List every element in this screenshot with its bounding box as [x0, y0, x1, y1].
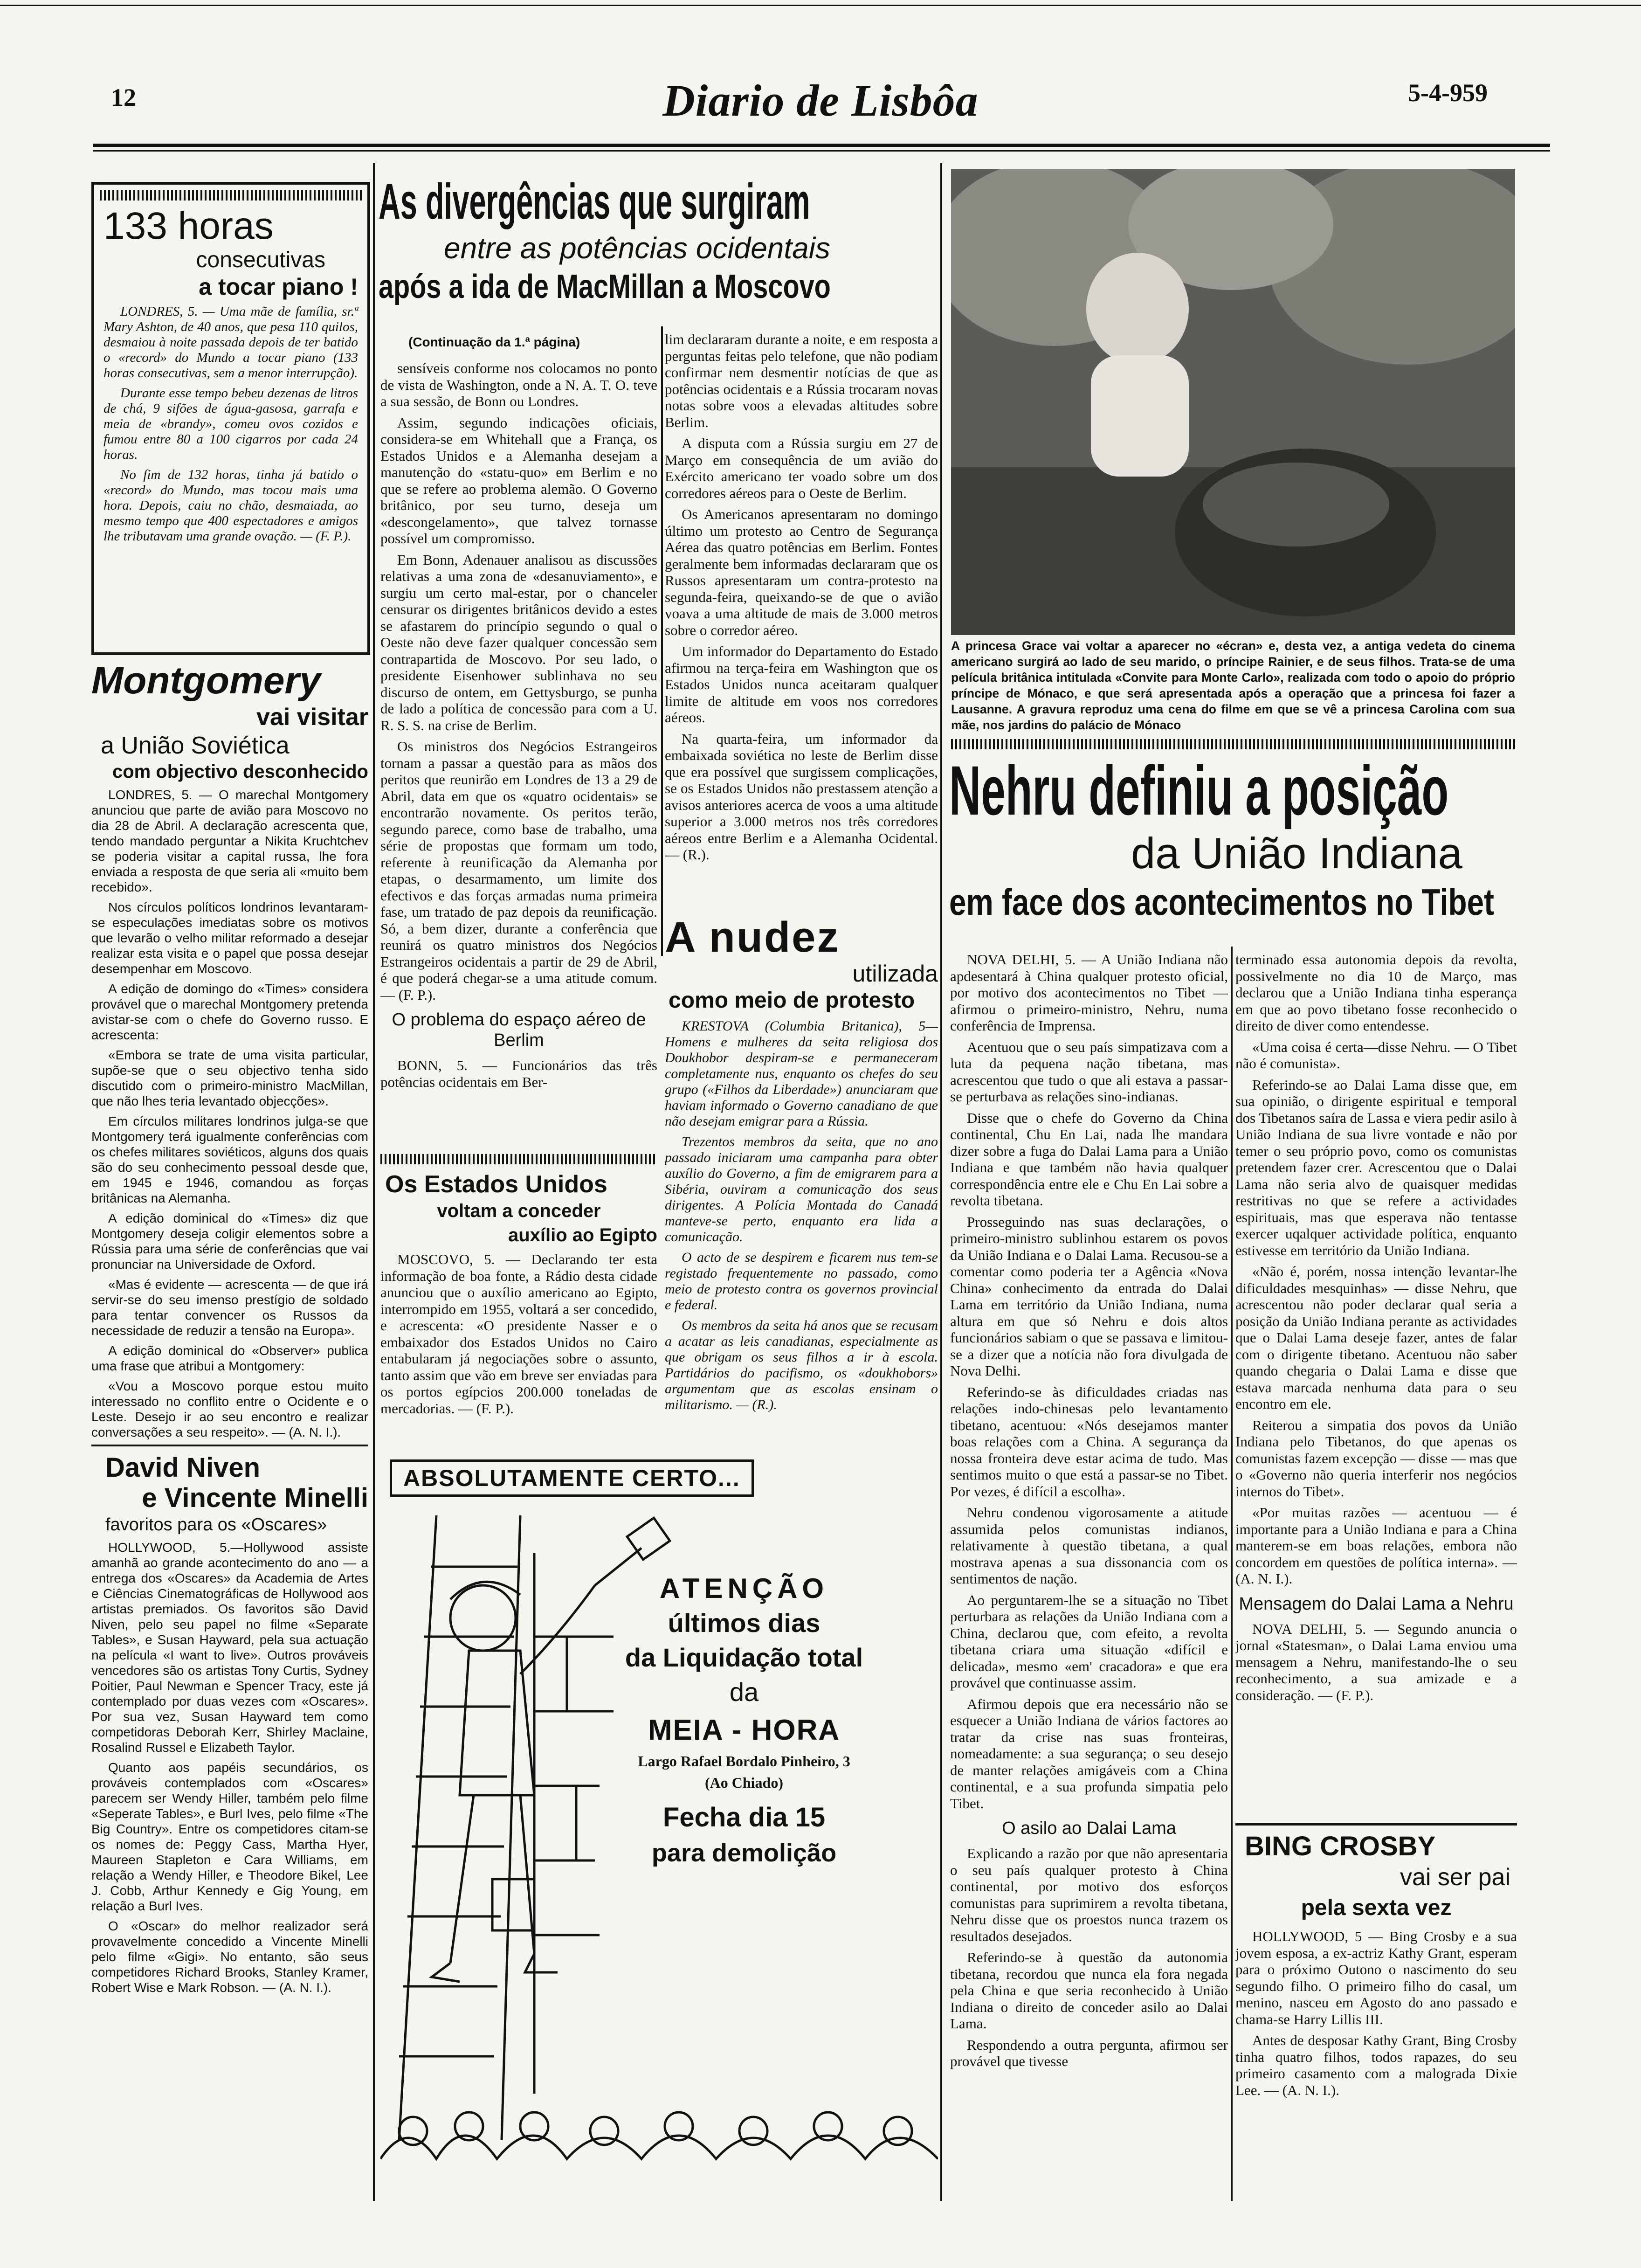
divergencias-column-two	[665, 331, 938, 905]
paragraph: Ao perguntarem-lhe se a situação no Tibet perturbara as relações da União Indiana com a China, declarou que, com efeito, a revolta tibetana criara uma situação «difícil e delicada», mesmo «em' cracadora» e que era provável que continuasse assim.	[950, 1591, 1228, 1691]
paragraph: Respondendo a outra pergunta, afirmou ser provável que tivesse	[950, 2036, 1228, 2069]
nehru-headline: Nehru definiu a posição	[949, 753, 1449, 830]
paragraph: KRESTOVA (Columbia Britanica), 5—Homens e mulheres da seita religiosa dos Doukhobor despiram-se e permaneceram completamente nus, enquanto os chefes do seu grupo («Filhos da Liberdade») anunciaram que haviam informado o Governo canadiano de que não desejam emigrar para a Rússia.	[665, 1018, 938, 1129]
princess-photo	[951, 169, 1515, 635]
egipto-body	[380, 1251, 657, 1417]
paragraph: NOVA DELHI, 5. — A União Indiana não apdesentará à China qualquer protesto oficial, por motivo dos acontecimentos no Tibet — afirmou o primeiro-ministro, Nehru, numa conferência de Imprensa.	[950, 951, 1228, 1034]
egipto-subhead: voltam a conceder	[437, 1201, 601, 1221]
montgomery-headline: Montgomery	[91, 659, 321, 702]
paragraph: No fim de 132 horas, tinha já batido o «record» do Mundo, mas tocou mais uma hora. Depois, caiu no chão, desmaiada, ao mesmo tempo que 400 espectadores e amigos lhe tributavam uma grande ovação. — (F. P.).	[103, 467, 358, 544]
paragraph: Quanto aos papéis secundários, os prováveis contemplados com «Oscares» parecem ser Wendy Hiller, também pelo filme «Seperate Tables», e Burl Ives, pelo filme «The Big Country». Entre os competidores citam-se os nomes de: Peggy Cass, Martha Hyer, Maureen Stapleton e Cara Williams, em relação a Wendy Hiller, e Theodore Bikel, Lee J. Cobb, Arthur Kennedy e Gig Young, em relação a Burl Ives.	[91, 1760, 368, 1913]
paragraph: Referindo-se à questão da autonomia tibetana, recordou que nunca ela fora negada pela China e que seria reconhecido à União Indiana o direito de conceder asilo ao Dalai Lama.	[950, 1949, 1228, 2032]
crosby-headline: BING CROSBY	[1245, 1831, 1436, 1861]
ad-address: Largo Rafael Bordalo Pinheiro, 3	[638, 1753, 850, 1770]
egipto-headline: Os Estados Unidos	[385, 1171, 607, 1198]
meia-hora-advertisement	[380, 1459, 938, 2201]
crosby-subhead: vai ser pai	[1400, 1864, 1510, 1891]
divergencias-body	[380, 360, 657, 1003]
ad-line: ATENÇÃO	[659, 1573, 829, 1604]
ad-banner: ABSOLUTAMENTE CERTO...	[390, 1459, 754, 1497]
divergencias-column-one	[380, 335, 657, 1099]
paragraph: lim declararam durante a noite, e em resposta a perguntas feitas pelo telefone, que não podiam confirmar nem desmentir notícias de que as potências ocidentais e a Rússia trocaram novas notas sobre voos a elevadas altitudes sobre Berlim.	[665, 331, 938, 430]
hatch-divider	[951, 739, 1517, 749]
paragraph: Durante esse tempo bebeu dezenas de litros de chá, 9 sifões de água-gasosa, garrafa e meia de «brandy», comeu ovos cozidos e fumou entre 80 a 100 cigarros por cada 24 horas.	[103, 386, 358, 462]
paragraph: HOLLYWOOD, 5.—Hollywood assiste amanhã ao grande acontecimento do ano — a entrega dos «Oscares» da Academia de Artes e Ciências Cinematográficas de Hollywood aos artistas premiados. Os favoritos são David Niven, pelo seu papel no filme «Separate Tables», e Susan Hayward, pela sua actuação na película «I want to live». Outros prováveis vencedores são os artistas Tony Curtis, Sydney Poitier, Paul Newman e Spencer Tracy, este já contemplado por duas vezes com «Oscares». Por sua vez, Susan Hayward tem como competidoras Deborah Kerr, Shirley Maclaine, Rosalind Russel e Elizabeth Taylor.	[91, 1540, 368, 1755]
paragraph: A edição de domingo do «Times» considera provável que o marechal Montgomery pretenda avistar-se com o chefe do Governo russo. E acrescenta:	[91, 982, 368, 1042]
divergencias-subhead: entre as potências ocidentais	[444, 231, 830, 265]
mensagem-body	[1235, 1621, 1517, 1704]
piano-body	[103, 304, 358, 544]
masthead-date: 5-4-959	[1408, 79, 1488, 107]
hatch-divider	[100, 190, 362, 201]
ad-line: da Liquidação total	[625, 1643, 863, 1672]
nudez-headline: A nudez	[665, 914, 840, 961]
paragraph: Antes de desposar Kathy Grant, Bing Crosby tinha quatro filhos, todos rapazes, do seu primeiro casamento com a malograda Dixie Lee. — (A. N. I.).	[1235, 2032, 1517, 2098]
mensagem-subhead: Mensagem do Dalai Lama a Nehru	[1239, 1594, 1514, 1614]
paragraph: Disse que o chefe do Governo da China continental, Chu En Lai, nada lhe mandara dizer sobre a fuga do Dalai Lama para a União Indiana e que também não havia qualquer correspondência entre ele e Chu En Lai sobre a revolta tibetana.	[950, 1109, 1228, 1209]
ad-line: últimos dias	[668, 1608, 820, 1638]
column-one	[91, 657, 368, 2200]
paragraph: Prosseguindo nas suas declarações, o primeiro-ministro sublinhou estarem os povos da União Indiana e o Dalai Lama. Recusou-se a comentar como poderia ter a Agência «Nova China» conhecimento da entrada do Dalai Lama em território da União Indiana, numa altura em que só Nehru e dois altos funcionários sabiam o que se passava e limitou-se a dizer que a notícia não fora divulgada de Nova Delhi.	[950, 1213, 1228, 1379]
paragraph: Assim, segundo indicações oficiais, considera-se em Whitehall que a França, os Estados Unidos e a Alemanha desejam a manutenção do «statu-quo» em Berlim e no que se refere ao problema alemão. O Governo britânico, por seu turno, deseja um «descongelamento», que talvez tornasse possível um compromisso.	[380, 414, 657, 546]
piano-subhead-bold: a tocar piano !	[199, 274, 358, 300]
paragraph: Reiterou a simpatia dos povos da União Indiana pelo Tibetanos, do que apenas os comunistas fazem excepção — disse — mas que o «Governo não queria interferir nos negócios internos do Tibet».	[1235, 1417, 1517, 1500]
divergencias-subhead-bold: após a ida de MacMillan a Moscovo	[379, 268, 831, 305]
photo-image	[951, 169, 1515, 635]
nehru-headline-block	[949, 753, 1523, 949]
montgomery-subhead: a União Soviética	[101, 732, 290, 759]
paragraph: Nos círculos políticos londrinos levantaram-se especulações imediatas sobre os motivos que levarão o velho militar reformado a desejar realizar esta visita e o papel que possa desejar desempenhar em Moscovo.	[91, 900, 368, 976]
paragraph: Um informador do Departamento do Estado afirmou na terça-feira em Washington que os Estados Unidos nunca aceitaram qualquer limite de altitude em voos nos corredores aéreos.	[665, 643, 938, 726]
paragraph: HOLLYWOOD, 5 — Bing Crosby e a sua jovem esposa, a ex-actriz Kathy Grant, esperam para o próximo Outono o nascimento do seu segundo filho. O primeiro filho do casal, um menino, nasceu em Agosto do ano passado e chama-se Harry Lillis III.	[1235, 1928, 1517, 2027]
oscars-headline: e Vincente Minelli	[142, 1483, 368, 1513]
crosby-body	[1235, 1928, 1517, 2098]
masthead-title: Diario de Lisbôa	[662, 76, 979, 125]
nudez-subhead-bold: como meio de protesto	[669, 988, 915, 1013]
nehru-body	[1235, 951, 1517, 1587]
ad-store-name: MEIA - HORA	[648, 1714, 841, 1746]
paragraph: Os ministros dos Negócios Estrangeiros tornam a passar a questão para as mãos dos peritos que reunirão em Londres de 13 a 29 de Abril, data em que os «quatro ocidentais» se encontrarão novamente. Os peritos terão, segundo parece, como base de trabalho, uma série de propostas que formam um todo, referente à reunificação da Alemanha por etapas, o desarmamento, um limite dos efectivos e das forças armadas numa primeira fase, um tratado de paz depois da reunificação. Só, a bem dizer, durante a conferência que reunirá os quatro ministros dos Negócios Estrangeiros ocidentais a partir de 29 de Abril, é que poderá chegar-se a uma atitude comum. — (F. P.).	[380, 738, 657, 1003]
nudez-subhead: utilizada	[852, 961, 938, 987]
paragraph: terminado essa autonomia depois da revolta, possivelmente no dia 10 de Março, mas declarou que a União Indiana tinha esperança em que ao povo tibetano fosse reconhecido o direito de diver como entendesse.	[1235, 951, 1517, 1034]
divergencias-headline-block	[379, 173, 938, 332]
paragraph: Os membros da seita há anos que se recusam a acatar as leis canadianas, especialmente as que obrigam os seus filhos a ir à escola. Partidários do pacifismo, os «doukhobors» argumentam que as escolas ensinam o militarismo. — (R.).	[665, 1318, 938, 1412]
piano-subhead: consecutivas	[196, 248, 325, 272]
page-number: 12	[111, 83, 136, 111]
asilo-subhead: O asilo ao Dalai Lama	[1002, 1819, 1176, 1838]
masthead-rule-top	[93, 144, 1550, 147]
paragraph: «Mas é evidente — acrescenta — de que irá servir-se do seu imenso prestígio de soldado para tentar convencer os Russos da necessidade de reduzir a tensão na Europa».	[91, 1277, 368, 1338]
paragraph: LONDRES, 5. — Uma mãe de família, sr.ª Mary Ashton, de 40 anos, que pesa 110 quilos, desmaiou à noite passada depois de ter batido o «record» do Mundo a tocar piano (133 horas consecutivas, sem a menor interrupção).	[103, 304, 358, 380]
egipto-story	[380, 1154, 938, 1443]
paragraph: NOVA DELHI, 5. — Segundo anuncia o jornal «Statesman», o Dalai Lama enviou uma mensagem a Nehru, manifestando-lhe o seu reconhecimento, a sua amizade e a consideração. — (F. P.).	[1235, 1620, 1517, 1703]
masthead-rule-bottom	[93, 150, 1550, 152]
paragraph: Os Americanos apresentaram no domingo último um protesto ao Centro de Segurança Aérea das quatro potências em Berlim. Fontes geralmente bem informadas declararam que os Russos apresentaram um contra-protesto na segunda-feira, queixando-se de que o avião voava a uma altitude de mais de 3.000 metros sobre o corredor aéreo.	[665, 506, 938, 638]
paragraph: «Uma coisa é certa—disse Nehru. — O Tibet não é comunista».	[1235, 1038, 1517, 1072]
paragraph: Afirmou depois que era necessário não se esquecer a União Indiana de vários factores ao tratar da crise nas suas fronteiras, nomeadamente: a sua segurança; o seu desejo de manter relações amigáveis com a China continental, e a sua profunda simpatia pelo Tibet.	[950, 1695, 1228, 1812]
paragraph: A edição dominical do «Observer» publica uma frase que atribui a Montgomery:	[91, 1343, 368, 1373]
column-rule	[373, 163, 375, 2201]
paragraph: «Não é, porém, nossa intenção levantar-lhe dificuldades mesquinhas» — disse Nehru, que acrescentou não poder declarar qual seria a posição da União Indiana perante as actividades que o Dalai Lama deseje fazer, antes de falar com o dirigente tibetano. Acentuou não saber quando chegaria o Dalai Lama e disse que estava marcada nenhuma data para o seu encontro em ele.	[1235, 1263, 1517, 1412]
egipto-subhead: auxílio ao Egipto	[508, 1225, 657, 1245]
paragraph: MOSCOVO, 5. — Declarando ter esta informação de boa fonte, a Rádio desta cidade anunciou que o auxílio americano ao Egipto, interrompido em 1955, voltará a ser concedido, e acrescenta: «O presidente Nasser e o embaixador dos Estados Unidos no Cairo entabularam já negociações sobre o assunto, tanto assim que vão em breve ser enviadas para os portos egípcios 200.000 toneladas de mercadorias. — (F. P.).	[380, 1251, 657, 1417]
berlim-body	[380, 1057, 657, 1090]
paragraph: Referindo-se ao Dalai Lama disse que, em sua opinião, o dirigente espiritual e temporal dos Tibetanos saíra de Lassa e viera pedir asilo à União Indiana de sua livre vontade e não por temer o seu próprio povo, como os comunistas pretendem fazer crer. Acrescentou que o Dalai Lama não seria alvo de quaisquer medidas restritivas no que se refere a actividades espirituais, mas que esperava não tentasse exercer uqalquer actividade política, enquanto estivesse em território da União Indiana.	[1235, 1076, 1517, 1258]
paragraph: A edição dominical do «Times» diz que Montgomery deseja coligir elementos sobre a Rússia para uma série de conferências que vai pronunciar na Universidade de Oxford.	[91, 1211, 368, 1272]
hatch-divider	[380, 1154, 657, 1164]
paragraph: «Embora se trate de uma visita particular, supõe-se que o seu objectivo tenha sido discutido com o primeiro-ministro MacMillan, que não lhes teria levantado objecções».	[91, 1048, 368, 1108]
paragraph: Referindo-se às dificuldades criadas nas relações indo-chinesas pelo levantamento tibetano, acentuou: «Nós desejamos manter boas relações com a China. A segurança da nossa fronteira deve estar acima de tudo. Mas sentimos muito o que está a passar-se no Tibet. Por vezes, é difícil a escolha».	[950, 1383, 1228, 1500]
column-rule	[940, 163, 942, 2201]
paragraph: A disputa com a Rússia surgiu em 27 de Março em consequência de um avião do Exército americano ter voado sobre um dos corredores aéreos para o Oeste de Berlim.	[665, 435, 938, 501]
nehru-body	[950, 951, 1228, 1812]
paragraph: Em círculos militares londrinos julga-se que Montgomery terá igualmente conferências com os chefes militares soviéticos, alguns dos quais são do seu conhecimento pessoal desde que, em 1945 e 1946, comandou as forças britânicas na Alemanha.	[91, 1114, 368, 1205]
oscars-headline: David Niven	[105, 1452, 260, 1483]
montgomery-body	[91, 787, 368, 1440]
piano-headline: 133 horas	[103, 205, 274, 247]
paragraph: «Vou a Moscovo porque estou muito interessado no conflito entre o Ocidente e o Leste. Desejo ir ao seu encontro e realizar conversações a seu respeito». — (A. N. I.).	[91, 1379, 368, 1439]
continuation-note: (Continuação da 1.ª página)	[408, 335, 580, 349]
nehru-column-one	[950, 951, 1228, 2201]
paragraph: Acentuou que o seu país simpatizava com a luta da pequena nação tibetana, mas acrescentou que tudo o que ali estava a passar-se perturbava as relações sino-indianas.	[950, 1038, 1228, 1105]
nehru-column-two	[1235, 951, 1517, 1814]
photo-caption: A princesa Grace vai voltar a aparecer no «écran» e, desta vez, a antiga vedeta do cinema americano surgirá ao lado de seu marido, o príncipe Rainier, e de seus filhos. Trata-se de uma película britânica intitulada «Convite para Monte Carlo», realizada com todo o apoio do próprio príncipe de Mónaco, e que será apresentada após a operação que a princesa foi fazer a Lausanne. A gravura reproduz uma cena do filme em que se vê a princesa Carolina com sua mãe, nos jardins do palácio de Mónaco	[951, 639, 1515, 732]
ad-text	[581, 1571, 907, 1870]
column-rule	[1231, 947, 1233, 2201]
asilo-body	[950, 1845, 1228, 2070]
nehru-subhead: da União Indiana	[1131, 829, 1462, 878]
divergencias-headline: As divergências que surgiram	[379, 173, 810, 229]
oscars-subhead: favoritos para os «Oscares»	[105, 1515, 327, 1535]
paragraph: sensíveis conforme nos colocamos no ponto de vista de Washington, onde a N. A. T. O. teve a sua sessão, de Bonn ou Londres.	[380, 360, 657, 409]
ad-line: da	[729, 1677, 759, 1707]
top-edge-rule	[0, 5, 1641, 6]
ad-line: para demolição	[651, 1839, 837, 1867]
crosby-story	[1235, 1823, 1517, 2201]
paragraph: Explicando a razão por que não apresentaria o seu país qualquer protesto à China continental, por motivo dos esforços comunistas para suprimirem a revolta tibetana, Nehru disse que os proestos nunca trazem os resultados desejados.	[950, 1845, 1228, 1944]
paragraph: O «Oscar» do melhor realizador será provavelmente concedido a Vincente Minelli pelo filme «Gigi». No entanto, são seus competidores Richard Brooks, Stanley Kramer, Robert Wise e Mark Robson. — (A. N. I.).	[91, 1919, 368, 1995]
montgomery-subhead-bold: com objectivo desconhecido	[112, 761, 368, 782]
paragraph: Trezentos membros da seita, que no ano passado iniciaram uma campanha para obter auxílio do Governo, a fim de emigrarem para a Sibéria, ouviram a comunicação dos seus dirigentes. A Polícia Montada do Canadá manteve-se perto, enquanto era lida a comunicação.	[665, 1134, 938, 1245]
crosby-subhead-bold: pela sexta vez	[1301, 1895, 1452, 1920]
section-rule	[91, 1445, 368, 1446]
divergencias-body	[665, 331, 938, 863]
section-rule	[1235, 1823, 1517, 1825]
paragraph: Nehru condenou vigorosamente a atitude assumida pelos comunistas indianos, relativamente à questão tibetana, a qual mostrava apenas a sua dissonancia com os sentimentos de nação.	[950, 1504, 1228, 1587]
ad-address: (Ao Chiado)	[704, 1774, 783, 1791]
photo-caption-block	[951, 638, 1515, 736]
paragraph: Na quarta-feira, um informador da embaixada soviética no leste de Berlim disse que era possível que surgissem complicações, se os Estados Unidos não prestassem atenção a avisos anteriores acerca de voos a uma altitude superior a 3.000 metros nos três corredores aéreos entre Berlim e a Alemanha Ocidental. — (R.).	[665, 730, 938, 863]
montgomery-subhead: vai visitar	[256, 704, 368, 731]
ad-line: Fecha dia 15	[662, 1802, 826, 1832]
berlim-subhead: O problema do espaço aéreo de Berlim	[392, 1010, 646, 1050]
nehru-subhead-bold: em face dos acontecimentos no Tibet	[949, 881, 1494, 923]
column-rule	[661, 326, 663, 956]
paragraph: BONN, 5. — Funcionários das três potências ocidentais em Ber-	[380, 1057, 657, 1090]
paragraph: O acto de se despirem e ficarem nus tem-se registado frequentemente no passado, como meio de protesto contra os governos provincial e federal.	[665, 1250, 938, 1313]
paragraph: Em Bonn, Adenauer analisou as discussões relativas a uma zona de «desanuviamento», e surgiu um certo mal-estar, por o chanceler censurar os dirigentes britânicos devido a estes se afastarem do princípio segundo o qual o Oeste não deve fazer qualquer concessão sem contrapartida de Moscovo. Por seu lado, o presidente Eisenhower sublinhava no seu discurso de ontem, em Gettysburgo, se punha de lado a política de concessão para com a U. R. S. S. na crise de Berlim.	[380, 551, 657, 733]
paragraph: «Por muitas razões — acentuou — é importante para a União Indiana e para a China manterem-se em boas relações, embora não concordem em questões de política interna». — (A. N. I.).	[1235, 1504, 1517, 1587]
paragraph: LONDRES, 5. — O marechal Montgomery anunciou que parte de avião para Moscovo no dia 28 de Abril. A declaração acrescenta que, tendo mandado perguntar a Nikita Kruchtchev se poderia visitar a capital russa, lhe fora enviada a resposta de que seria ali «muito bem recebido».	[91, 788, 368, 894]
oscars-body	[91, 1540, 368, 1995]
piano-story-box	[91, 182, 370, 655]
